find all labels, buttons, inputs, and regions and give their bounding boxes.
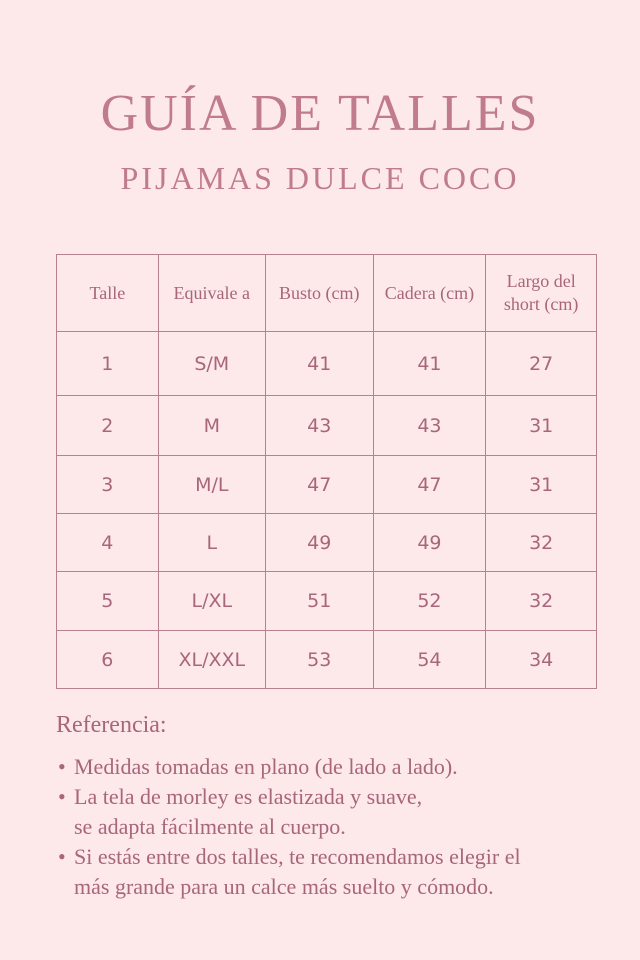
table-cell: 54 — [373, 631, 486, 689]
column-header-text: Talle — [89, 282, 126, 303]
column-header — [57, 255, 159, 332]
table-cell: 51 — [265, 572, 373, 631]
bullet-icon: • — [58, 784, 66, 809]
table-cell: 43 — [265, 396, 373, 456]
reference-list — [56, 752, 521, 902]
table-cell: 1 — [57, 332, 159, 396]
column-header-text: Largo del — [506, 271, 576, 291]
table-row — [57, 332, 597, 396]
table-cell: 2 — [57, 396, 159, 456]
table-cell: 47 — [373, 456, 486, 514]
table-row — [57, 572, 597, 631]
table-cell: 53 — [265, 631, 373, 689]
reference-text: más grande para un calce más suelto y cómodo. — [74, 874, 494, 899]
reference-text: Medidas tomadas en plano (de lado a lado). — [74, 754, 458, 779]
table-cell: XL/XXL — [158, 631, 265, 689]
reference-text: Si estás entre dos talles, te recomendamos elegir el — [74, 844, 521, 869]
table-cell: 41 — [265, 332, 373, 396]
column-header-text: Cadera (cm) — [384, 282, 475, 303]
table-cell: 52 — [373, 572, 486, 631]
table-cell: 41 — [373, 332, 486, 396]
column-header — [486, 255, 597, 332]
size-table — [56, 254, 597, 689]
bullet-icon: • — [58, 844, 66, 869]
table-cell: L/XL — [158, 572, 265, 631]
table-cell: 49 — [265, 514, 373, 572]
column-header — [158, 255, 265, 332]
table-cell: 6 — [57, 631, 159, 689]
table-cell: 32 — [486, 572, 597, 631]
column-header-text: Busto (cm) — [278, 282, 360, 303]
table-cell: M — [158, 396, 265, 456]
table-cell: 31 — [486, 456, 597, 514]
page-subtitle: PIJAMAS DULCE COCO — [120, 160, 520, 196]
table-row — [57, 456, 597, 514]
reference-item — [56, 752, 521, 782]
table-row — [57, 631, 597, 689]
table-cell: S/M — [158, 332, 265, 396]
table-row — [57, 396, 597, 456]
table-cell: 4 — [57, 514, 159, 572]
table-header-row — [57, 255, 597, 332]
table-cell: 49 — [373, 514, 486, 572]
table-cell: 34 — [486, 631, 597, 689]
table-cell: 43 — [373, 396, 486, 456]
column-header — [373, 255, 486, 332]
table-cell: 27 — [486, 332, 597, 396]
reference-item — [56, 782, 521, 842]
page-title: GUÍA DE TALLES — [100, 85, 540, 142]
table-cell: 47 — [265, 456, 373, 514]
table-cell: 3 — [57, 456, 159, 514]
reference-item — [56, 842, 521, 902]
table-cell: 5 — [57, 572, 159, 631]
reference-text: se adapta fácilmente al cuerpo. — [74, 814, 346, 839]
table-cell: 31 — [486, 396, 597, 456]
table-cell: M/L — [158, 456, 265, 514]
table-cell: 32 — [486, 514, 597, 572]
table-cell: L — [158, 514, 265, 572]
column-header-text: short (cm) — [503, 294, 579, 314]
bullet-icon: • — [58, 754, 66, 779]
reference-title: Referencia: — [56, 712, 167, 738]
reference-text: La tela de morley es elastizada y suave, — [74, 784, 423, 809]
column-header — [265, 255, 373, 332]
column-header-text: Equivale a — [173, 282, 251, 303]
table-row — [57, 514, 597, 572]
